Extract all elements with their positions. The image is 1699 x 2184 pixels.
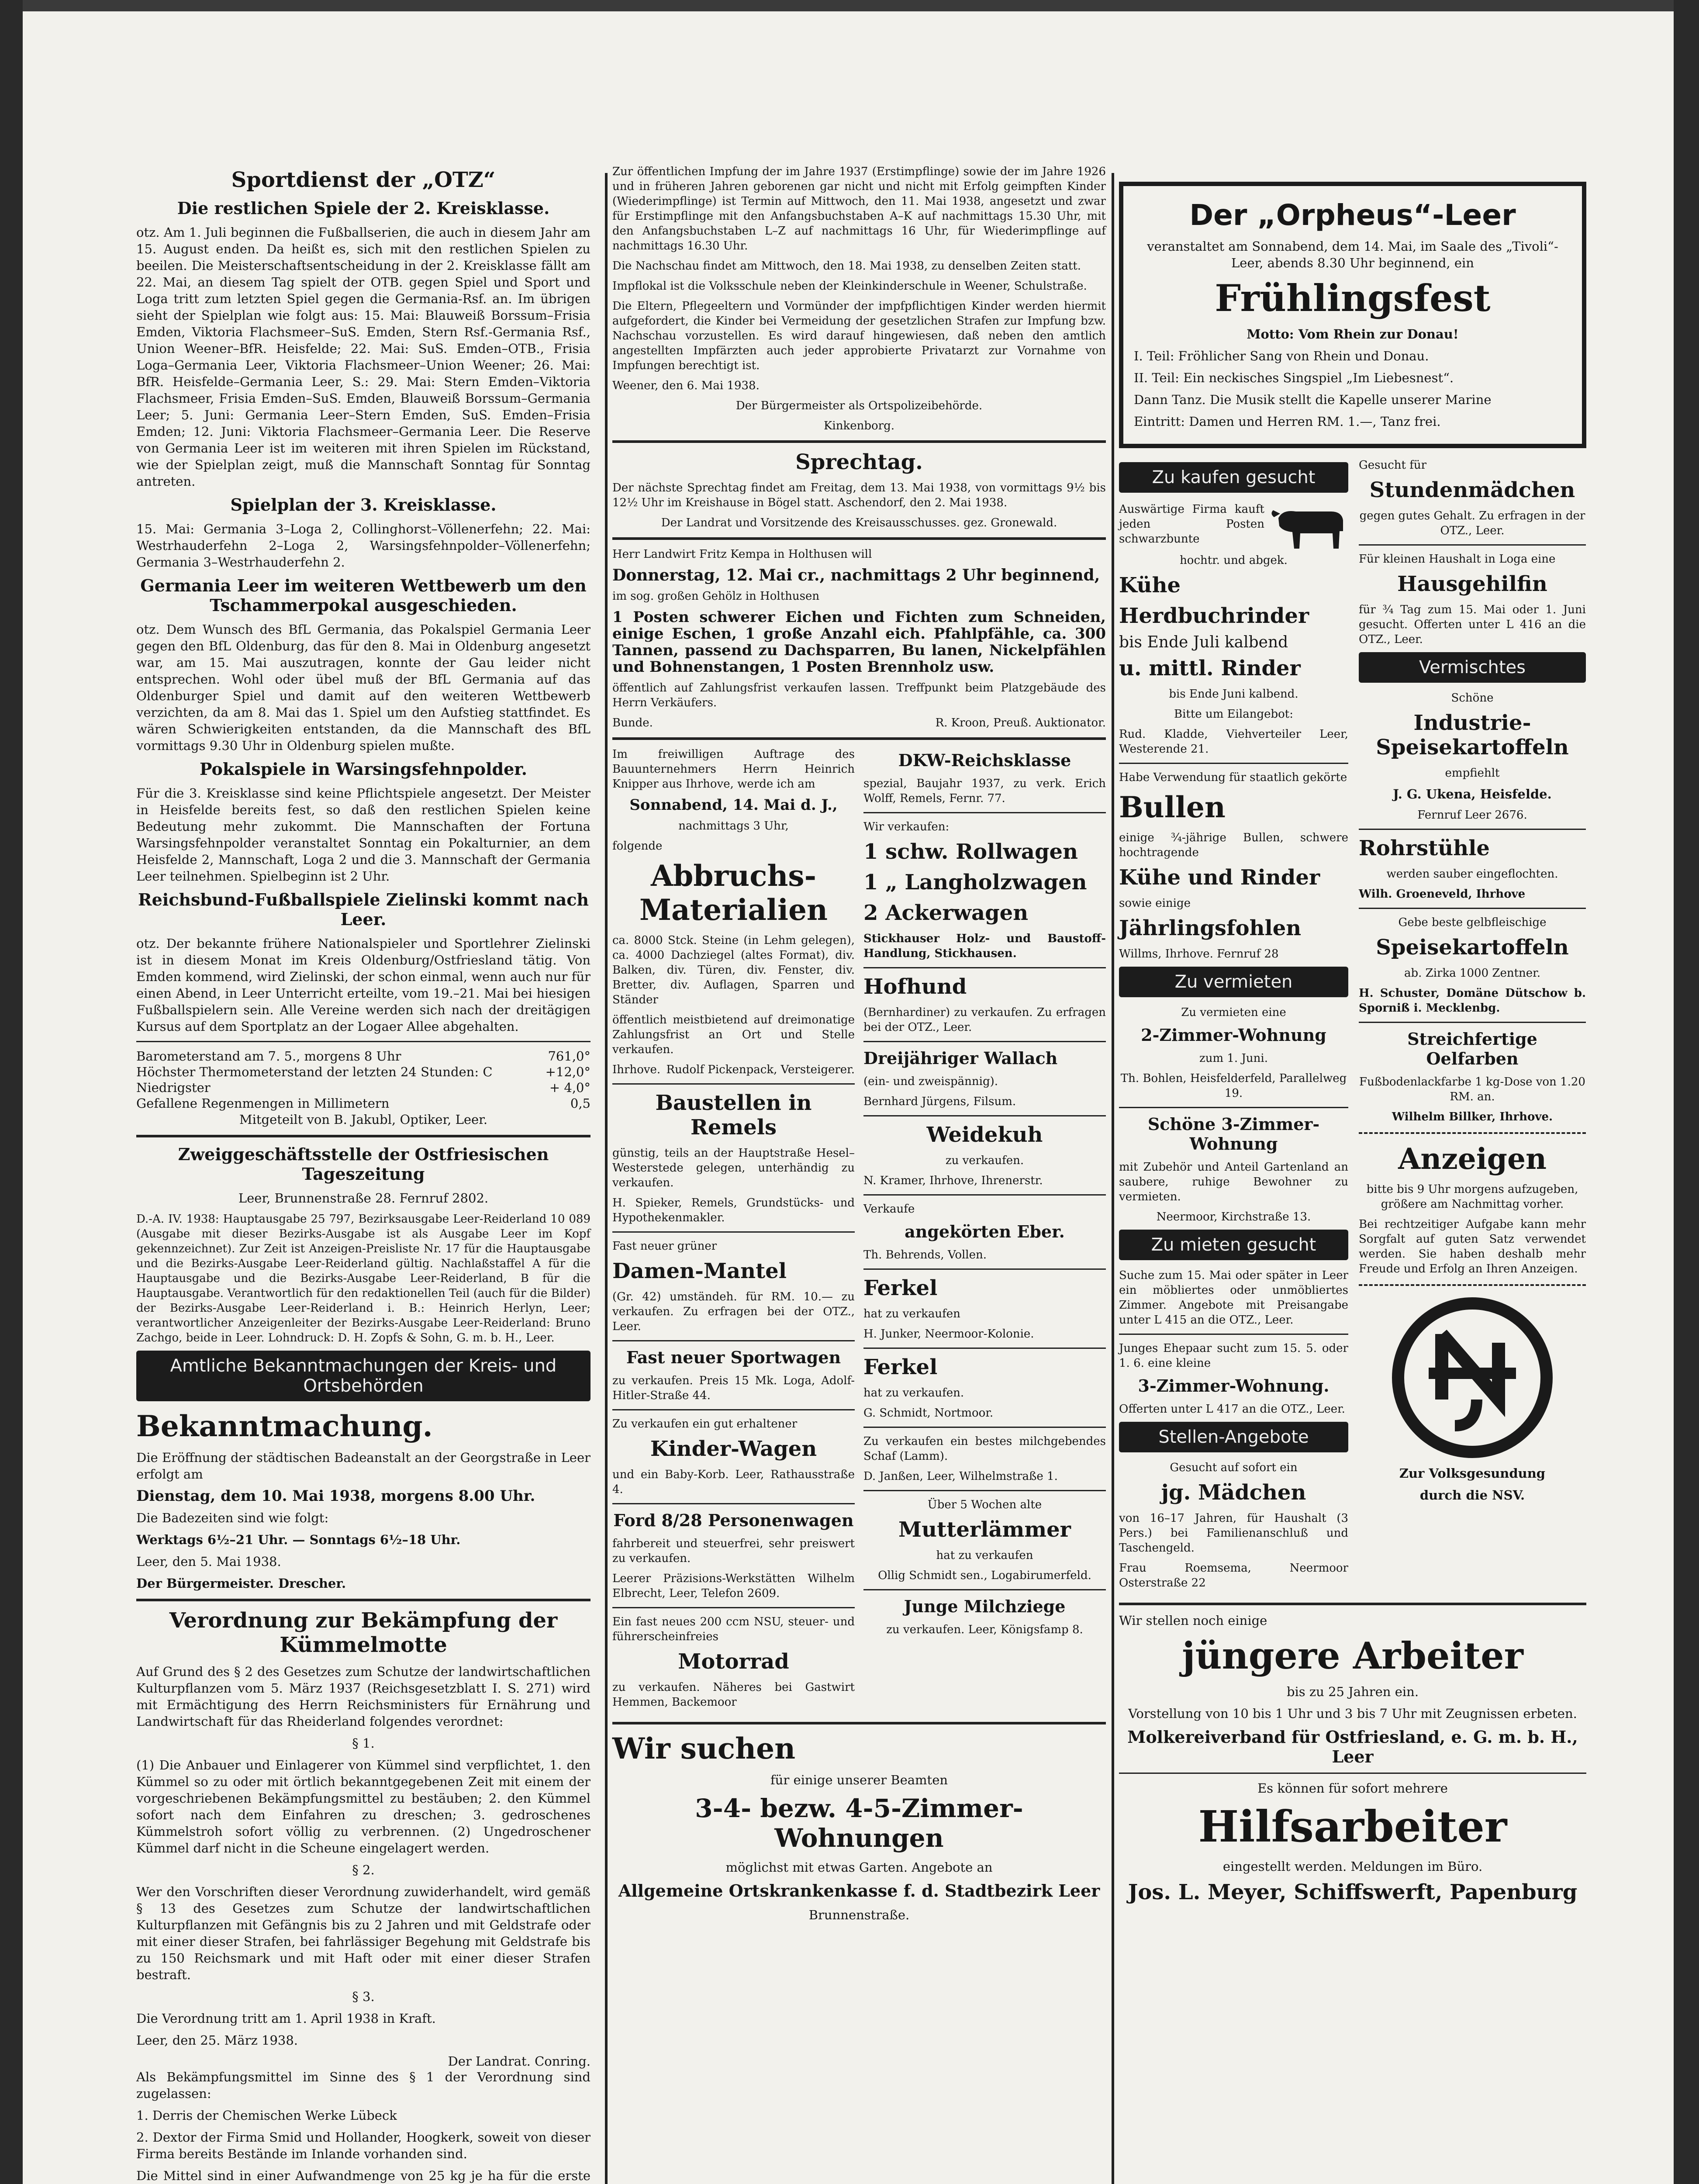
divider	[1119, 1603, 1586, 1605]
potatoes-text: empfiehlt	[1445, 767, 1500, 780]
demolition-time: nachmittags 3 Uhr,	[678, 819, 789, 833]
vaccination-text: Impflokal ist die Volksschule neben der Kleinkinderschule in Weener, Schulstraße.	[612, 280, 1087, 293]
orpheus-text: II. Teil: Ein neckisches Singspiel „Im Liebesnest“.	[1134, 370, 1454, 385]
divider	[612, 1409, 855, 1410]
ordinance-date: Leer, den 25. März 1938.	[136, 2033, 298, 2048]
sport-subheading-3: Germania Leer im weiteren Wettbewerb um den Tschammerpokal ausgeschieden.	[140, 576, 587, 615]
rent-ad-text: zum 1. Juni.	[1199, 1052, 1268, 1065]
flats-wanted-text: möglichst mit etwas Garten. Angebote an	[725, 1860, 993, 1875]
barometer-row	[136, 1080, 591, 1095]
ordinance-text: (1) Die Anbauer und Einlagerer von Kümmel sind verpflichtet, 1. den Kümmel so zu oder mit örtlich bekanntgegebenen Zeit mit einem der vorgeschriebenen Bekämpfungsmittel zu bestäuben; 2. den Kümmel sofort nach dem Einfahren zu dreschen; 3. gedroschenes Kümmelstroh sofort völlig zu verbrennen. (2) Ungedroschener Kümmel darf nicht in die Scheune eingelagert werden.	[136, 1758, 591, 1856]
ordinance-text: 1. Derris der Chemischen Werke Lübeck	[136, 2108, 397, 2123]
orpheus-big: Frühlingsfest	[1215, 276, 1491, 320]
cattle-ad-text: hochtr. und abgek.	[1180, 554, 1288, 567]
divider	[863, 1589, 1106, 1590]
demolition-items: ca. 8000 Stck. Steine (in Lehm gelegen), ca. 4000 Dachziegel (altes Format), div. Balken, div. Türen, div. Fenster, div. Bretter, div. Auflagen, Sparren und Ständer	[612, 934, 855, 1006]
bulls-ad-text: sowie einige	[1119, 897, 1191, 910]
wanted-rent-heading: 3-Zimmer-Wohnung.	[1138, 1376, 1330, 1396]
cow-icon	[1270, 501, 1348, 553]
piglets-heading: Ferkel	[863, 1355, 938, 1379]
divider	[1359, 1022, 1586, 1023]
orpheus-text: I. Teil: Fröhlicher Sang von Rhein und Donau.	[1134, 349, 1429, 363]
demolition-heading: Abbruchs-Materialien	[639, 859, 828, 927]
sport-text-5: otz. Der bekannte frühere Nationalspieler und Sportlehrer Zielinski ist in diesem Monat im Kreis Oldenburg/Ostfriesland tätig. Von Emden kommend, wird Zielinski, der schon einmal, wenn auch nur für einen Abend, in Leer Unterricht erteilte, vom 19.–21. Mai bei hiesigen Fußballspielern sein. Alle Vereine werden sich nach der dreitägigen Kursus auf dem Sportplatz an der Logaer Allee abgehalten.	[136, 936, 591, 1034]
divider	[136, 1041, 591, 1042]
vaccination-text: Die Nachschau findet am Mittwoch, den 18. Mai 1938, zu denselben Zeiten statt.	[612, 259, 1081, 273]
ordinance-text: Die Verordnung tritt am 1. April 1938 in Kraft.	[136, 2011, 436, 2026]
ewes-text: hat zu verkaufen	[936, 1549, 1033, 1562]
helpers-signature: Jos. L. Meyer, Schiffswerft, Papenburg	[1128, 1880, 1578, 1904]
ads-subcolumn-left	[612, 747, 855, 1715]
building-plots-heading: Baustellen in Remels	[655, 1091, 812, 1140]
barometer-credit: Mitgeteilt von B. Jakubl, Optiker, Leer.	[239, 1112, 488, 1127]
paint-heading: Streichfertige Oelfarben	[1407, 1029, 1537, 1068]
ewes-heading: Mutterlämmer	[898, 1517, 1071, 1542]
housemaid-intro: Für kleinen Haushalt in Loga eine	[1359, 553, 1556, 566]
notice-date: Dienstag, dem 10. Mai 1938, morgens 8.00 Uhr.	[136, 1487, 535, 1505]
flats-wanted-signature: Allgemeine Ortskrankenkasse f. d. Stadtbezirk Leer	[618, 1881, 1100, 1901]
car-signature: Leerer Präzisions-Werkstätten Wilhelm Elbrecht, Leer, Telefon 2609.	[612, 1572, 855, 1600]
orpheus-ad	[1119, 182, 1586, 448]
divider	[612, 537, 1106, 540]
divider	[863, 967, 1106, 968]
sport-subheading-1: Die restlichen Spiele der 2. Kreisklasse.	[177, 198, 550, 218]
bulls-ad-text: einige ¾-jährige Bullen, schwere hochtragende	[1119, 831, 1348, 859]
orpheus-text: Dann Tanz. Die Musik stellt die Kapelle unserer Marine	[1134, 392, 1492, 407]
divider	[1119, 763, 1348, 764]
cattle-ad-heading: Herdbuchrinder	[1119, 604, 1309, 628]
sport-text-1: otz. Am 1. Juli beginnen die Fußballserien, die auch in diesem Jahr am 15. August enden. Da heißt es, sich mit den restlichen Spielen zu beeilen. Die Meisterschaftsentscheidung in der 2. Kreisklasse fällt am 22. Mai, an diesem Tag spielt der OTB. gegen Spiel und Sport und Loga tritt zum letzten Spiel gegen die Germania-Rsf. an. Im übrigen sieht der Spielplan wie folgt aus: 15. Mai: Blauweiß Borssum–Frisia Emden, Viktoria Flachsmeer–SuS. Emden, Stern Rsf.-Germania Rsf., Union Weener–BfR. Heisfelde; 22. Mai: SuS. Emden–OTB., Frisia Loga–Germania Leer, Viktoria Flachsmeer–Union Weener; 26. Mai: BfR. Heisfelde–Germania Leer, S.: 29. Mai: Stern Emden–Viktoria Flachsmeer, Frisia Emden–SuS. Emden, Blauweiß Borssum–Germania Leer; 5. Juni: Germania Leer–Stern Emden, SuS. Emden–Frisia Emden; 12. Juni: Viktoria Flachsmeer–Germania Leer. Die Reserve von Germania Leer ist im weiteren mit ihren Spielen im Rückstand, wie der Spielplan zeigt, muß die Mannschaft Sonntag für Sonntag antreten.	[136, 225, 591, 489]
maid-intro: Gesucht für	[1359, 459, 1427, 472]
sprechtag-signature: Der Landrat und Vorsitzende des Kreisausschusses. gez. Gronewald.	[661, 516, 1057, 529]
left-binding-edge	[0, 0, 23, 2184]
branch-office-text: D.-A. IV. 1938: Hauptausgabe 25 797, Bezirksausgabe Leer-Reiderland 10 089 (Ausgabe mit dieser Bezirks-Ausgabe ist als Ausgabe Leer im Kopf gekennzeichnet). Zur Zeit ist Anzeigen-Preisliste Nr. 17 für die Hauptausgabe und die Bezirks-Ausgabe Leer-Reiderland gültig. Nachlaßstaffel A für die Hauptausgabe und die Bezirks-Ausgabe Leer-Reiderland, B für die Hauptausgabe. Verantwortlich für den redaktionellen Teil (auch für die Bilder) der Bezirks-Ausgabe Leer-Reiderland i. B.: Heinrich Herlyn, Leer; verantwortlicher Anzeigenleiter der Bezirks-Ausgabe Leer-Reiderland: Bruno Zachgo, beide in Leer. Lohndruck: D. H. Zopfs & Sohn, G. m. b. H., Leer.	[136, 1213, 591, 1344]
goat-text: zu verkaufen. Leer, Königsfamp 8.	[886, 1623, 1083, 1636]
sheep-text: Zu verkaufen ein bestes milchgebendes Schaf (Lamm).	[863, 1435, 1106, 1463]
divider	[612, 1340, 855, 1341]
watchdog-heading: Hofhund	[863, 975, 967, 999]
coat-text: (Gr. 42) umständeh. für RM. 10.— zu verkaufen. Zu erfragen bei der OTZ., Leer.	[612, 1290, 855, 1333]
cattle-ad-text: Bitte um Eilangebot:	[1174, 708, 1294, 721]
timber-auction-place-name: Bunde.	[612, 716, 653, 729]
piglets-heading: Ferkel	[863, 1276, 938, 1300]
building-plots-signature: H. Spieker, Remels, Grundstücks- und Hypothekenmakler.	[612, 1196, 855, 1224]
building-plots-text: günstig, teils an der Hauptstraße Hesel–Westerstede gelegen, unterhändig zu verkaufen.	[612, 1147, 855, 1189]
cow-text: zu verkaufen.	[945, 1154, 1024, 1167]
sprechtag-text: Der nächste Sprechtag findet am Freitag, dem 13. Mai 1938, von vormittags 9½ bis 12½ Uhr im Kreishause in Bögel statt. Aschendorf, den 2. Mai 1938.	[612, 481, 1106, 509]
pram-sale-heading: Fast neuer Sportwagen	[626, 1348, 841, 1367]
right-binding-edge	[1674, 0, 1699, 2184]
misc-banner: Vermischtes	[1359, 652, 1586, 683]
rent-ad-signature: Neermoor, Kirchstraße 13.	[1156, 1210, 1311, 1223]
vaccination-date: Weener, den 6. Mai 1938.	[612, 379, 760, 392]
bulls-ad-heading: Bullen	[1119, 790, 1226, 824]
ewes-intro: Über 5 Wochen alte	[927, 1498, 1042, 1511]
chairs-signature: Wilh. Groeneveld, Ihrhove	[1359, 888, 1526, 901]
newspaper-page	[23, 11, 1674, 2184]
stroller-heading: Kinder-Wagen	[650, 1437, 817, 1461]
barometer-label: Gefallene Regenmengen in Millimetern	[136, 1096, 390, 1111]
table-potatoes-intro: Gebe beste gelbfleischige	[1398, 916, 1547, 929]
flats-wanted-big: 3-4- bezw. 4-5-Zimmer-Wohnungen	[695, 1794, 1023, 1853]
housemaid-text: für ¾ Tag zum 15. Mai oder 1. Juni gesucht. Offerten unter L 416 an die OTZ., Leer.	[1359, 603, 1586, 646]
ads-subcolumn-right	[1359, 458, 1586, 1596]
notice-signature: Der Bürgermeister. Drescher.	[136, 1576, 346, 1591]
ads-notice-text: Bei rechtzeitiger Aufgabe kann mehr Sorgfalt auf guten Satz verwendet werden. Sie haben deshalb mehr Freude und Erfolg an Ihren Anzeigen.	[1359, 1218, 1586, 1275]
dkw-heading: DKW-Reichsklasse	[898, 750, 1071, 770]
divider	[863, 1490, 1106, 1491]
divider	[1359, 544, 1586, 546]
helpers-intro: Es können für sofort mehrere	[1257, 1781, 1448, 1796]
divider	[136, 1135, 591, 1137]
ordinance-section: § 3.	[352, 1989, 375, 2004]
ordinance-section: § 2.	[352, 1863, 375, 1877]
housemaid-heading: Hausgehilfin	[1397, 572, 1547, 596]
dashed-divider	[1359, 1284, 1586, 1286]
demolition-text: öffentlich meistbietend auf dreimonatige Zahlungsfrist an Ort und Stelle verkaufen.	[612, 1013, 855, 1056]
helpers-heading: Hilfsarbeiter	[1198, 1802, 1507, 1852]
vaccination-text: Zur öffentlichen Impfung der im Jahre 1937 (Erstimpflinge) sowie der im Jahre 1926 und in früheren Jahren geborenen gar nicht und nicht mit Erfolg geimpften Kinder (Wiederimpflinge) ist Termin auf Mittwoch, den 11. Mai 1938, angesetzt und zwar für Erstimpflinge mit den Anfangsbuchstaben A–K auf nachmittags 15.30 Uhr, mit den Anfangsbuchstaben L–Z auf nachmittags 16 Uhr, für Wiederimpflinge auf nachmittags 16.30 Uhr.	[612, 165, 1106, 252]
ads-row	[1119, 458, 1586, 1596]
column-rule-1	[605, 173, 608, 2184]
branch-office-heading: Zweiggeschäftsstelle der Ostfriesischen Tageszeitung	[178, 1144, 549, 1184]
ordinance-text: Auf Grund des § 2 des Gesetzes zum Schutze der landwirtschaftlichen Kulturpflanzen vom 5. März 1937 (Reichsgesetzblatt I. S. 271) wird mit Ermächtigung des Herrn Reichsministers für Ernährung und Landwirtschaft für das Rheiderland folgendes verordnet:	[136, 1664, 591, 1729]
car-heading: Ford 8/28 Personenwagen	[613, 1510, 854, 1530]
divider	[1119, 1334, 1348, 1335]
ordinance-signature: Der Landrat. Conring.	[448, 2054, 591, 2069]
timber-auction-text: öffentlich auf Zahlungsfrist verkaufen lassen. Treffpunkt beim Platzgebäude des Herrn Verkäufers.	[612, 681, 1106, 709]
flats-wanted-heading: Wir suchen	[612, 1731, 796, 1766]
timber-auction-date: Donnerstag, 12. Mai cr., nachmittags 2 Uhr beginnend,	[612, 566, 1100, 584]
cattle-ad-text: Auswärtige Firma kauft jeden Posten schwarzbunte	[1119, 503, 1264, 546]
demolition-intro: Im freiwilligen Auftrage des Bauunternehmers Herrn Heinrich Knipper aus Ihrhove, werde ich am	[612, 748, 855, 791]
demolition-date: Sonnabend, 14. Mai d. J.,	[629, 796, 838, 814]
divider	[863, 1115, 1106, 1116]
divider	[612, 1231, 855, 1233]
motorcycle-heading: Motorrad	[678, 1649, 789, 1674]
orpheus-heading: Der „Orpheus“-Leer	[1189, 198, 1516, 232]
bulls-ad-signature: Willms, Ihrhove. Fernruf 28	[1119, 947, 1279, 961]
workers-text: Vorstellung von 10 bis 1 Uhr und 3 bis 7 Uhr mit Zeugnissen erbeten.	[1128, 1706, 1577, 1721]
notice-heading: Bekanntmachung.	[136, 1409, 433, 1443]
orpheus-motto: Motto: Vom Rhein zur Donau!	[1247, 327, 1459, 342]
bulls-ad-heading: Kühe und Rinder	[1119, 865, 1320, 890]
cattle-ad-heading: u. mittl. Rinder	[1119, 656, 1301, 681]
wanted-rent-banner: Zu mieten gesucht	[1119, 1230, 1348, 1260]
boar-heading: angekörten Eber.	[905, 1222, 1065, 1241]
ordinance-text: Wer den Vorschriften dieser Verordnung zuwiderhandelt, wird gemäß § 13 des Gesetzes zum Schutze der landwirtschaftlichen Kulturpflanzen mit Gefängnis bis zu 2 Jahren und mit Geldstrafe oder mit einer dieser Strafen, bei fahrlässiger Begehung mit Geldstrafe bis zu 150 Reichsmark und mit Haft oder mit einer dieser Strafen bestraft.	[136, 1884, 591, 1982]
maid-heading: Stundenmädchen	[1369, 478, 1575, 502]
gelding-heading: Dreijähriger Wallach	[863, 1048, 1058, 1068]
cattle-ad-signature: Rud. Kladde, Viehverteiler Leer, Westerende 21.	[1119, 728, 1348, 756]
ads-notice-text: bitte bis 9 Uhr morgens aufzugeben, größere am Nachmittag vorher.	[1366, 1183, 1578, 1211]
divider	[1119, 1107, 1348, 1108]
ordinance-section: § 1.	[352, 1736, 375, 1751]
goat-heading: Junge Milchziege	[904, 1597, 1066, 1616]
piglets-text: hat zu verkaufen	[863, 1307, 960, 1320]
rent-ad-text: Zu vermieten eine	[1181, 1006, 1286, 1019]
jobs-banner: Stellen-Angebote	[1119, 1422, 1348, 1452]
wagons-item: 1 schw. Rollwagen	[863, 840, 1078, 864]
ordinance-text: Die Mittel sind in einer Aufwandmenge von 25 kg je ha für die erste	[136, 2168, 591, 2183]
workers-signature: Molkereiverband für Ostfriesland, e. G. m. b. H., Leer	[1127, 1727, 1578, 1766]
vaccination-text: Die Eltern, Pflegeeltern und Vormünder der impfpflichtigen Kinder werden hiermit aufgefordert, die Kinder bei Vermeidung der gesetzlichen Strafen zur Impfung bzw. Nachschau vorzustellen. Es wird darauf hingewiesen, daß neben den amtlich angestellten Impfärzten auch jeder approbierte Privatarzt zur Vornahme von Impfungen berechtigt ist.	[612, 300, 1106, 372]
notice-place-date: Leer, den 5. Mai 1938.	[136, 1554, 281, 1569]
sport-heading: Sportdienst der „OTZ“	[231, 168, 496, 192]
wagons-item: 1 „ Langholzwagen	[863, 870, 1087, 895]
ads-row	[612, 747, 1106, 1715]
divider	[863, 1268, 1106, 1270]
timber-auction-signature	[612, 715, 1106, 730]
notice-hours: Werktags 6½–21 Uhr. — Sonntags 6½–18 Uhr.	[136, 1532, 461, 1547]
demolition-auctioneer: Rudolf Pickenpack, Versteigerer.	[666, 1063, 855, 1076]
timber-auction-intro: Herr Landwirt Fritz Kempa in Holthusen will	[612, 548, 872, 561]
gelding-signature: Bernhard Jürgens, Filsum.	[863, 1095, 1016, 1108]
sport-subheading-2: Spielplan der 3. Kreisklasse.	[230, 495, 497, 515]
vaccination-signature-name: Kinkenborg.	[823, 419, 894, 432]
dashed-divider	[1359, 1132, 1586, 1134]
rent-ad-text: mit Zubehör und Anteil Gartenland an saubere, ruhige Bewohner zu vermieten.	[1119, 1161, 1348, 1203]
barometer-value: + 4,0°	[549, 1080, 591, 1095]
potatoes-signature: J. G. Ukena, Heisfelde.	[1393, 787, 1552, 802]
notice-text: Die Badezeiten sind wie folgt:	[136, 1510, 329, 1525]
buy-banner: Zu kaufen gesucht	[1119, 462, 1348, 493]
demolition-signature	[612, 1062, 855, 1077]
barometer-label: Barometerstand am 7. 5., morgens 8 Uhr	[136, 1049, 401, 1064]
ads-subcolumn-right	[863, 747, 1106, 1715]
barometer-value: +12,0°	[545, 1064, 591, 1079]
column-3	[1119, 182, 1586, 1911]
divider	[612, 1607, 855, 1608]
flats-wanted-address: Brunnenstraße.	[808, 1908, 910, 1922]
paint-text: Fußbodenlackfarbe 1 kg-Dose von 1.20 RM. an.	[1359, 1075, 1585, 1103]
workers-heading: jüngere Arbeiter	[1182, 1634, 1523, 1677]
watchdog-text: (Bernhardiner) zu verkaufen. Zu erfragen bei der OTZ., Leer.	[863, 1006, 1106, 1034]
nsv-slogan: Zur Volksgesundung	[1399, 1466, 1546, 1481]
motorcycle-text: zu verkaufen. Näheres bei Gastwirt Hemmen, Backemoor	[612, 1681, 855, 1709]
official-notices-banner: Amtliche Bekanntmachungen der Kreis- und Ortsbehörden	[136, 1351, 591, 1401]
divider	[863, 812, 1106, 813]
stroller-intro: Zu verkaufen ein gut erhaltener	[612, 1417, 798, 1431]
barometer-label: Höchster Thermometerstand der letzten 24 Stunden: C	[136, 1064, 493, 1079]
cattle-ad-top	[1119, 501, 1348, 553]
piglets-signature: G. Schmidt, Nortmoor.	[863, 1406, 994, 1420]
pram-sale-text: zu verkaufen. Preis 15 Mk. Loga, Adolf-Hitler-Straße 44.	[612, 1374, 855, 1402]
divider	[863, 1348, 1106, 1349]
jobs-signature: Frau Roemsema, Neermoor Osterstraße 22	[1119, 1562, 1348, 1590]
chairs-text: werden sauber eingeflochten.	[1386, 867, 1558, 881]
ads-subcolumn-left	[1119, 458, 1348, 1596]
timber-auction-auctioneer: R. Kroon, Preuß. Auktionator.	[935, 716, 1106, 729]
sport-text-3: otz. Dem Wunsch des BfL Germania, das Pokalspiel Germania Leer gegen den BfL Oldenburg, das für den 8. Mai in Oldenburg angesetzt war, am 15. Mai auszutragen, konnte der Gau leider nicht entsprechen. Wohl oder übel muß der BfL Germania auf das Oldenburger Spiel und damit auf den weiteren Wettbewerb verzichten, da am 8. Mai das 1. Spiel um den Aufstieg stattfindet. Es wären Schwierigkeiten entstanden, da die Mannschaft des BfL vormittags 9.30 Uhr in Oldenburg spielen mußte.	[136, 622, 591, 753]
ordinance-heading: Verordnung zur Bekämpfung der Kümmelmotte	[169, 1608, 558, 1657]
jobs-heading: jg. Mädchen	[1161, 1480, 1306, 1505]
wagons-intro: Wir verkaufen:	[863, 820, 950, 833]
timber-auction-items: 1 Posten schwerer Eichen und Fichten zum Schneiden, einige Eschen, 1 große Anzahl eich. Pfahlpfähle, ca. 300 Tannen, passend zu Dachsparren, Bu lanen, Nickelpfählen und Bohnenstangen, 1 Posten Brennholz usw.	[612, 608, 1106, 676]
wanted-rent-text: Junges Ehepaar sucht zum 15. 5. oder 1. 6. eine kleine	[1119, 1342, 1348, 1370]
divider	[863, 1041, 1106, 1042]
bulls-ad-text: Habe Verwendung für staatlich gekörte	[1119, 771, 1347, 784]
cow-heading: Weidekuh	[926, 1123, 1043, 1147]
column-2	[612, 164, 1106, 1928]
piglets-signature: H. Junker, Neermoor-Kolonie.	[863, 1327, 1034, 1341]
maid-text: gegen gutes Gehalt. Zu erfragen in der OTZ., Leer.	[1359, 509, 1585, 537]
potatoes-intro: Schöne	[1451, 691, 1494, 705]
branch-office-address: Leer, Brunnenstraße 28. Fernruf 2802.	[238, 1191, 489, 1206]
wagons-item: 2 Ackerwagen	[863, 901, 1029, 925]
jobs-text: von 16–17 Jahren, für Haushalt (3 Pers.) bei Familienanschluß und Taschengeld.	[1119, 1512, 1348, 1555]
helpers-text: eingestellt werden. Meldungen im Büro.	[1222, 1859, 1483, 1874]
barometer-row	[136, 1095, 591, 1111]
divider	[612, 1722, 1106, 1724]
coat-heading: Damen-Mantel	[612, 1259, 787, 1283]
column-1	[136, 164, 591, 2184]
ordinance-text: 2. Dextor der Firma Smid und Hollander, Hoogkerk, soweit von dieser Firma bereits Bestände im Inlande vorhanden sind.	[136, 2130, 591, 2161]
demolition-place: Ihrhove.	[612, 1063, 661, 1076]
wagons-signature: Stickhauser Holz- und Baustoff-Handlung, Stickhausen.	[863, 932, 1106, 960]
wanted-rent-text: Offerten unter L 417 an die OTZ., Leer.	[1119, 1403, 1345, 1416]
table-potatoes-heading: Speisekartoffeln	[1376, 935, 1569, 960]
workers-intro: Wir stellen noch einige	[1119, 1613, 1267, 1628]
divider	[863, 1194, 1106, 1196]
table-potatoes-signature: H. Schuster, Domäne Dütschow b. Sporniß i. Mecklenbg.	[1359, 987, 1586, 1015]
notice-text: Die Eröffnung der städtischen Badeanstalt an der Georgstraße in Leer erfolgt am	[136, 1450, 591, 1482]
divider	[136, 1599, 591, 1601]
flats-wanted-intro: für einige unserer Beamten	[770, 1773, 948, 1787]
cattle-ad-heading: Kühe	[1119, 573, 1181, 598]
cow-signature: N. Kramer, Ihrhove, Ihrenerstr.	[863, 1174, 1043, 1187]
divider	[863, 1427, 1106, 1428]
orpheus-text: veranstaltet am Sonnabend, dem 14. Mai, im Saale des „Tivoli“-Leer, abends 8.30 Uhr beginnend, ein	[1147, 239, 1558, 270]
sport-text-4: Für die 3. Kreisklasse sind keine Pflichtspiele angesetzt. Der Meister in Heisfelde bereits fest, so daß den restlichen Spielen keine Bedeutung mehr zukommt. Die Mannschaften der Fortuna Warsingsfehnpolder veranstaltet Sonntag ein Pokalturnier, an dem Heisfelde 2, Mannschaft, Loga 2 und die 3. Mannschaft der Germania Leer teilnehmen. Spielbeginn ist 2 Uhr.	[136, 786, 591, 884]
divider	[1359, 829, 1586, 830]
vaccination-signature: Der Bürgermeister als Ortspolizeibehörde.	[736, 399, 983, 412]
boar-signature: Th. Behrends, Vollen.	[863, 1248, 987, 1261]
demolition-text: folgende	[612, 840, 663, 853]
cattle-ad-text: bis Ende Juli kalbend	[1119, 633, 1288, 651]
bulls-ad-heading: Jährlingsfohlen	[1119, 916, 1302, 940]
coat-intro: Fast neuer grüner	[612, 1240, 717, 1253]
barometer-label: Niedrigster	[136, 1080, 211, 1095]
paint-signature: Wilhelm Billker, Ihrhove.	[1392, 1110, 1553, 1123]
sport-subheading-5: Reichsbund-Fußballspiele Zielinski kommt nach Leer.	[138, 890, 589, 929]
ewes-signature: Ollig Schmidt sen., Logabirumerfeld.	[878, 1569, 1091, 1582]
divider	[612, 440, 1106, 443]
divider	[612, 1503, 855, 1504]
nsv-slogan: durch die NSV.	[1419, 1488, 1525, 1503]
workers-text: bis zu 25 Jahren ein.	[1286, 1684, 1419, 1699]
sport-text-2: 15. Mai: Germania 3–Loga 2, Collinghorst–Völlenerfehn; 22. Mai: Westrhauderfehn 2–Loga 2, Warsingsfehnpolder–Völlenerfehn; Germania 3–Westrhauderfehn 2.	[136, 522, 591, 570]
barometer-row	[136, 1064, 591, 1080]
barometer-row	[136, 1048, 591, 1064]
rent-banner: Zu vermieten	[1119, 967, 1348, 997]
potatoes-heading: Industrie-Speisekartoffeln	[1376, 711, 1569, 760]
timber-auction-place: im sog. großen Gehölz in Holthusen	[612, 590, 820, 603]
jobs-text: Gesucht auf sofort ein	[1170, 1461, 1298, 1474]
table-potatoes-text: ab. Zirka 1000 Zentner.	[1404, 967, 1541, 980]
ads-notice-heading: Anzeigen	[1398, 1142, 1547, 1176]
divider	[612, 737, 1106, 740]
wanted-rent-text: Suche zum 15. Mai oder später in Leer ein möbliertes oder unmöbliertes Zimmer. Angebote mit Preisangabe unter L 415 an die OTZ., Leer.	[1119, 1269, 1348, 1327]
cattle-ad-text: bis Ende Juni kalbend.	[1169, 688, 1298, 701]
gelding-text: (ein- und zweispännig).	[863, 1075, 998, 1088]
piglets-text: hat zu verkaufen.	[863, 1386, 964, 1400]
boar-intro: Verkaufe	[863, 1203, 915, 1216]
column-rule-2	[1112, 173, 1114, 2184]
nsv-emblem-icon	[1389, 1295, 1555, 1461]
sprechtag-heading: Sprechtag.	[795, 450, 923, 474]
stroller-text: und ein Baby-Korb. Leer, Rathausstraße 4.	[612, 1468, 855, 1496]
divider	[1119, 1773, 1586, 1774]
divider	[1359, 908, 1586, 909]
rent-ad-signature: Th. Bohlen, Heisfelderfeld, Parallelweg 19.	[1120, 1072, 1347, 1100]
sheep-signature: D. Janßen, Leer, Wilhelmstraße 1.	[863, 1470, 1058, 1483]
barometer-value: 0,5	[570, 1096, 591, 1111]
barometer-value: 761,0°	[548, 1049, 591, 1064]
chairs-heading: Rohrstühle	[1359, 836, 1490, 860]
car-text: fahrbereit und steuerfrei, sehr preiswert zu verkaufen.	[612, 1537, 855, 1565]
divider	[612, 1083, 855, 1085]
rent-ad-heading: 2-Zimmer-Wohnung	[1141, 1025, 1326, 1045]
sport-subheading-4: Pokalspiele in Warsingsfehnpolder.	[199, 759, 528, 779]
motorcycle-intro: Ein fast neues 200 ccm NSU, steuer- und führerscheinfreies	[612, 1615, 855, 1643]
barometer-report	[136, 1048, 591, 1128]
ordinance-text: Als Bekämpfungsmittel im Sinne des § 1 der Verordnung sind zugelassen:	[136, 2070, 591, 2101]
potatoes-phone: Fernruf Leer 2676.	[1417, 809, 1527, 822]
rent-ad-heading: Schöne 3-Zimmer-Wohnung	[1147, 1114, 1320, 1154]
orpheus-text: Eintritt: Damen und Herren RM. 1.—, Tanz frei.	[1134, 414, 1441, 429]
dkw-text: spezial, Baujahr 1937, zu verk. Erich Wolff, Remels, Fernr. 77.	[863, 777, 1106, 805]
